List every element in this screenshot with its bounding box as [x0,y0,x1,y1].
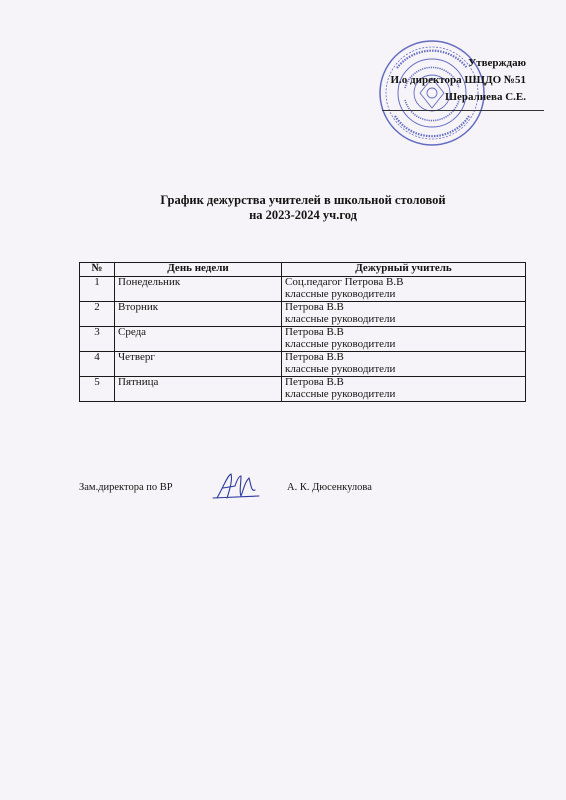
table-row [80,277,526,302]
row-day: Пятница [115,377,282,402]
row-teacher-cell [282,327,526,352]
row-number: 4 [80,352,115,377]
row-teacher-cell [282,377,526,402]
row-note: классные руководители [285,387,396,400]
approval-signature-line [382,110,544,111]
approval-name: Шералиева С.Е. [444,91,526,103]
row-note: классные руководители [285,312,396,325]
signer-role: Зам.директора по ВР [79,482,173,493]
row-day: Вторник [115,302,282,327]
row-teacher: Соц.педагог Петрова В.В [285,276,404,288]
row-day: Понедельник [115,277,282,302]
row-note: классные руководители [285,287,396,300]
row-teacher: Петрова В.В [285,376,344,388]
signer-name: А. К. Дюсенкулова [287,482,372,493]
header-day: День недели [115,263,282,277]
row-number: 1 [80,277,115,302]
row-teacher-cell [282,302,526,327]
row-number: 5 [80,377,115,402]
approval-block [326,55,526,106]
row-day: Среда [115,327,282,352]
row-teacher-cell [282,277,526,302]
table-row [80,327,526,352]
row-number: 3 [80,327,115,352]
row-teacher: Петрова В.В [285,351,344,363]
approval-position: И.о директора ШЦДО №51 [390,74,526,86]
document-title [0,193,566,223]
row-teacher-cell [282,352,526,377]
row-note: классные руководители [285,362,396,375]
row-teacher: Петрова В.В [285,326,344,338]
duty-schedule-table [79,262,526,402]
row-teacher: Петрова В.В [285,301,344,313]
row-note: классные руководители [285,337,396,350]
table-row [80,302,526,327]
title-line-1: График дежурства учителей в школьной столовой [160,193,446,207]
header-number: № [80,263,115,277]
row-day: Четверг [115,352,282,377]
approval-heading: Утверждаю [468,57,526,69]
handwritten-signature-icon [211,468,263,504]
title-line-2: на 2023-2024 уч.год [249,208,357,222]
header-teacher: Дежурный учитель [282,263,526,277]
table-row [80,352,526,377]
table-header-row [80,263,526,277]
row-number: 2 [80,302,115,327]
table-row [80,377,526,402]
